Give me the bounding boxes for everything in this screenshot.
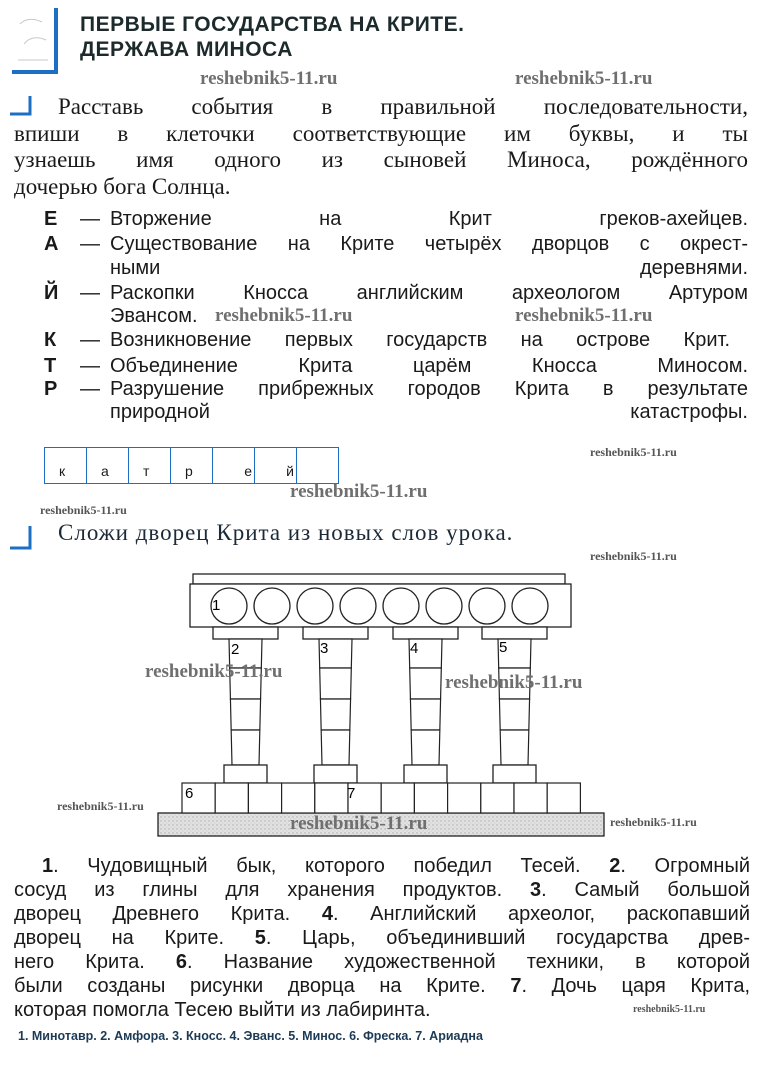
watermark: reshebnik5-11.ru xyxy=(633,1004,706,1015)
column-2 xyxy=(213,627,278,783)
clue-line xyxy=(14,878,750,902)
event-letter: Е xyxy=(44,208,58,230)
event-text: природной катастрофы. xyxy=(110,401,748,423)
clue-text: . Английский археолог, раскопавший xyxy=(332,903,751,925)
clue-line xyxy=(14,974,750,998)
watermark: reshebnik5-11.ru xyxy=(290,481,428,502)
clue-text: дворец на Крите. xyxy=(14,927,255,949)
column-4 xyxy=(393,627,458,783)
event-letter: Й xyxy=(44,282,59,304)
answer-letter: а xyxy=(101,463,109,479)
event-letter: Т xyxy=(44,355,57,377)
column-base xyxy=(224,765,267,783)
event-dash: — xyxy=(80,208,100,230)
base-letter-cell[interactable] xyxy=(248,783,281,813)
column-5 xyxy=(482,627,547,783)
column-letter-cell[interactable] xyxy=(320,668,352,699)
column-letter-cell[interactable] xyxy=(500,730,529,765)
clue-line xyxy=(14,926,750,950)
event-text: ными деревнями. xyxy=(110,257,748,279)
clue-text: сосуд из глины для хранения продуктов. xyxy=(14,879,530,901)
event-text: Возникновение первых государств на острове Крит. xyxy=(110,329,730,351)
column-letter-cell[interactable] xyxy=(410,699,440,730)
watermark: reshebnik5-11.ru xyxy=(515,68,653,89)
watermark: reshebnik5-11.ru xyxy=(200,68,338,89)
column-capital xyxy=(482,627,547,639)
instruction-line: дочерью бога Солнца. xyxy=(14,174,231,199)
base-letter-cell[interactable] xyxy=(414,783,447,813)
clue-text: которая помогла Тесею выйти из лабиринта. xyxy=(14,999,431,1021)
watermark: reshebnik5-11.ru xyxy=(610,815,697,829)
watermark: reshebnik5-11.ru xyxy=(590,445,677,459)
watermark: reshebnik5-11.ru xyxy=(40,503,127,517)
frieze-letter-cell[interactable] xyxy=(254,588,290,624)
base-letter-cell[interactable] xyxy=(381,783,414,813)
title-line-2: ДЕРЖАВА МИНОСА xyxy=(80,38,293,61)
instruction-line: узнаешь имя одного из сыновей Миноса, рождённого xyxy=(14,147,748,172)
instruction-line: впиши в клеточки соответствующие им буквы, и ты xyxy=(14,121,748,146)
watermark: reshebnik5-11.ru xyxy=(57,799,144,813)
frieze-letter-cell[interactable] xyxy=(512,588,548,624)
frieze-letter-cell[interactable] xyxy=(426,588,462,624)
event-text: Вторжение на Крит греков-ахейцев. xyxy=(110,208,748,230)
event-text: Раскопки Кносса английским археологом Артуром xyxy=(110,282,748,304)
column-letter-cell[interactable] xyxy=(231,730,260,765)
event-dash: — xyxy=(80,329,100,351)
clue-text: дворец Древнего Крита. xyxy=(14,903,322,925)
clue-number: 4 xyxy=(321,903,333,925)
clue-number-2: 2 xyxy=(231,641,240,658)
clue-text: . Самый большой xyxy=(541,879,750,901)
answer-letter: е xyxy=(244,463,252,479)
event-letter: Р xyxy=(44,378,58,400)
answer-letter: й xyxy=(286,463,294,479)
column-capital xyxy=(213,627,278,639)
watermark: reshebnik5-11.ru xyxy=(445,672,583,693)
event-dash: — xyxy=(80,282,100,304)
clue-line xyxy=(42,854,750,878)
column-base xyxy=(493,765,536,783)
event-text: Объединение Крита царём Кносса Миносом. xyxy=(110,355,748,377)
event-letter: К xyxy=(44,329,57,351)
event-text: Существование на Крите четырёх дворцов с окрест- xyxy=(110,233,748,255)
base-letter-cell[interactable] xyxy=(448,783,481,813)
column-base xyxy=(314,765,357,783)
frieze-letter-cell[interactable] xyxy=(297,588,333,624)
event-dash: — xyxy=(80,378,100,400)
base-letter-cell[interactable] xyxy=(215,783,248,813)
clue-line xyxy=(14,902,750,926)
clue-text: него Крита. xyxy=(14,951,176,973)
event-letter: А xyxy=(44,233,59,255)
column-capital xyxy=(393,627,458,639)
clue-number: 3 xyxy=(529,879,542,901)
answer-letter: р xyxy=(185,463,193,479)
column-letter-cell[interactable] xyxy=(410,668,442,699)
answer-letter: к xyxy=(59,463,66,479)
column-letter-cell[interactable] xyxy=(230,699,260,730)
column-letter-cell[interactable] xyxy=(499,699,529,730)
column-letter-cell[interactable] xyxy=(321,730,350,765)
base-letter-cell[interactable] xyxy=(481,783,514,813)
clue-number-7: 7 xyxy=(347,785,356,802)
event-dash: — xyxy=(80,233,100,255)
column-letter-cell[interactable] xyxy=(411,730,440,765)
clue-line xyxy=(14,950,750,974)
column-capital xyxy=(303,627,368,639)
frieze-letter-cell[interactable] xyxy=(383,588,419,624)
watermark: reshebnik5-11.ru xyxy=(145,661,283,682)
answer-letter: т xyxy=(143,463,150,479)
watermark: reshebnik5-11.ru xyxy=(215,305,353,326)
clue-number: 2 xyxy=(609,855,621,877)
base-letter-cell[interactable] xyxy=(547,783,580,813)
watermark: reshebnik5-11.ru xyxy=(590,549,677,563)
task2-instruction: Сложи дворец Крита из новых слов урока. xyxy=(58,520,514,545)
clue-number: 5 xyxy=(254,927,266,949)
column-letter-cell[interactable] xyxy=(320,699,350,730)
clue-text: были созданы рисунки дворца на Крите. xyxy=(14,975,511,997)
watermark: reshebnik5-11.ru xyxy=(290,813,428,834)
clue-text: . Чудовищный бык, которого победил Тесей. xyxy=(53,855,610,877)
answer-key: 1. Минотавр. 2. Амфора. 3. Кносс. 4. Эванс. 5. Минос. 6. Фреска. 7. Ариадна xyxy=(18,1029,483,1043)
clue-number: 1 xyxy=(42,855,54,877)
event-text: Разрушение прибрежных городов Крита в результате xyxy=(110,378,748,400)
frieze-letter-cell[interactable] xyxy=(340,588,376,624)
base-letter-cell[interactable] xyxy=(282,783,315,813)
clue-number-1: 1 xyxy=(212,597,221,614)
base-letter-cell[interactable] xyxy=(315,783,348,813)
clue-number: 6 xyxy=(175,951,188,973)
watermark: reshebnik5-11.ru xyxy=(515,305,653,326)
roof-strip xyxy=(193,574,565,584)
clue-text: . Название художественной техники, в которой xyxy=(187,951,750,973)
clue-text: . Огромный xyxy=(620,855,750,877)
event-text: Эвансом. xyxy=(110,305,198,327)
frieze-letter-cell[interactable] xyxy=(469,588,505,624)
base-letter-cell[interactable] xyxy=(514,783,547,813)
clue-number-5: 5 xyxy=(499,639,508,656)
event-dash: — xyxy=(80,355,100,377)
clue-number-3: 3 xyxy=(320,640,329,657)
clue-number-6: 6 xyxy=(185,785,194,802)
column-base xyxy=(404,765,447,783)
title-line-1: ПЕРВЫЕ ГОСУДАРСТВА НА КРИТЕ. xyxy=(80,13,465,36)
clue-number-4: 4 xyxy=(410,640,419,657)
clue-number: 7 xyxy=(510,975,522,997)
clue-text: . Дочь царя Крита, xyxy=(521,975,750,997)
clue-text: . Царь, объединивший государства древ- xyxy=(265,927,750,949)
column-3 xyxy=(303,627,368,783)
instruction-line: Расставь события в правильной последовательности, xyxy=(58,94,748,119)
